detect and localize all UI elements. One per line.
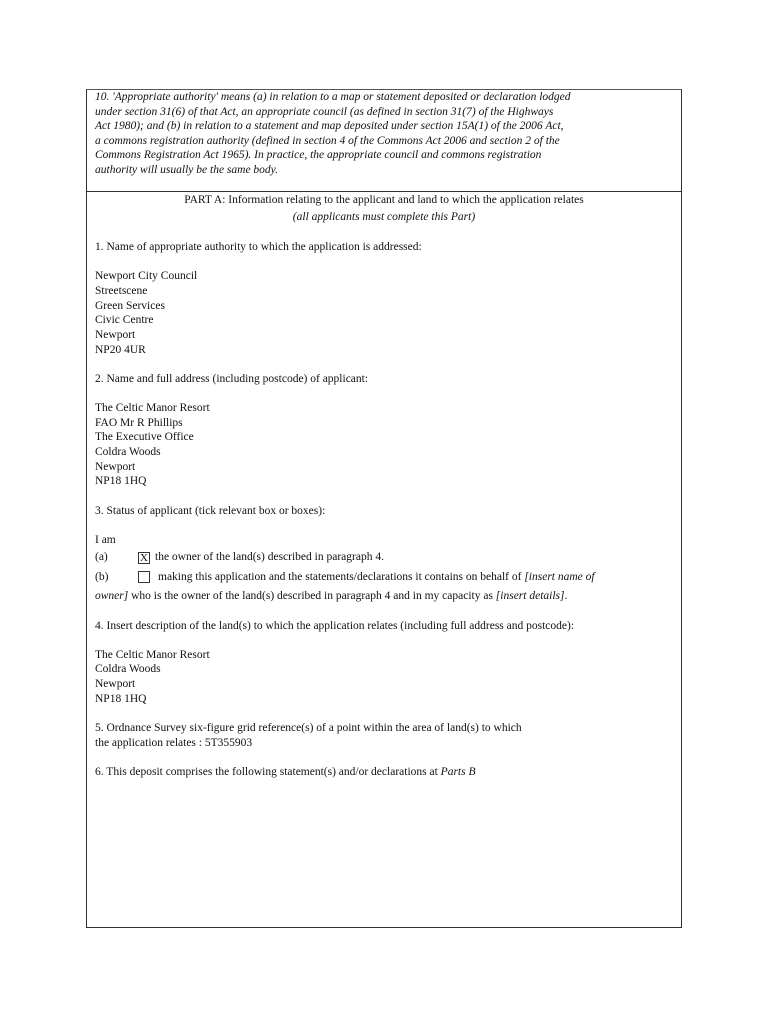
q2-address-line: Coldra Woods (95, 446, 161, 458)
part-a-subheading: (all applicants must complete this Part) (292, 211, 476, 223)
q3-label: 3. Status of applicant (tick relevant box or boxes): (95, 505, 326, 517)
q6-label: 6. This deposit comprises the following statement(s) and/or declarations at (95, 766, 438, 778)
part-a-heading: PART A: Information relating to the applicant and land to which the application relates (184, 194, 584, 206)
q1-address-line: Newport (95, 329, 136, 341)
option-a-checkbox[interactable]: X (138, 552, 150, 564)
q6-parts: Parts B (440, 766, 476, 778)
option-b-insert-details: [insert details] (495, 590, 565, 602)
q4-address-line: NP18 1HQ (95, 693, 147, 705)
q2-address-line: NP18 1HQ (95, 475, 147, 487)
option-b-end: . (564, 590, 568, 602)
q1-address-line: NP20 4UR (95, 344, 146, 356)
footnote-line: Commons Registration Act 1965). In practice, the appropriate council and commons registration (95, 149, 542, 161)
option-a-marker: (a) (95, 551, 108, 563)
q1-address-line: Green Services (95, 300, 165, 312)
q4-address-line: Coldra Woods (95, 663, 161, 675)
q5-line1: 5. Ordnance Survey six-figure grid reference(s) of a point within the area of land(s) to which (95, 722, 522, 734)
footnote-line: 10. 'Appropriate authority' means (a) in relation to a map or statement deposited or declaration lodged (95, 91, 571, 103)
q3-intro: I am (95, 534, 116, 546)
q2-address-line: The Celtic Manor Resort (95, 402, 210, 414)
option-b-text1: making this application and the statements/declarations it contains on behalf of (158, 571, 522, 583)
q1-address-line: Newport City Council (95, 270, 198, 282)
option-b-text2: who is the owner of the land(s) described in paragraph 4 and in my capacity as (131, 590, 493, 602)
option-b-line1 (158, 571, 595, 583)
q4-address-line: Newport (95, 678, 136, 690)
q1-address-line: Streetscene (95, 285, 148, 297)
option-a-text: the owner of the land(s) described in paragraph 4. (155, 551, 384, 563)
q2-address-line: FAO Mr R Phillips (95, 417, 183, 429)
q4-address-line: The Celtic Manor Resort (95, 649, 210, 661)
footnote-line: authority will usually be the same body. (95, 164, 279, 176)
option-b-checkbox[interactable] (138, 571, 150, 583)
footnote-line: a commons registration authority (defined in section 4 of the Commons Act 2006 and section 2 of the (95, 135, 560, 147)
q2-address-line: The Executive Office (95, 431, 194, 443)
q2-label: 2. Name and full address (including postcode) of applicant: (95, 373, 369, 385)
footnote-line: Act 1980); and (b) in relation to a statement and map deposited under section 15A(1) of the 2006 Act, (95, 120, 564, 132)
option-b-owner: owner] (95, 590, 129, 602)
q5-line2: the application relates : 5T355903 (95, 737, 253, 749)
option-b-insert-name: [insert name of (524, 571, 595, 583)
q4-label: 4. Insert description of the land(s) to which the application relates (including full address and postcode): (95, 620, 575, 632)
option-b-marker: (b) (95, 571, 109, 583)
q6-text (95, 766, 476, 778)
q2-address-line: Newport (95, 461, 136, 473)
q1-address-line: Civic Centre (95, 314, 154, 326)
q1-label: 1. Name of appropriate authority to which the application is addressed: (95, 241, 422, 253)
footnote-line: under section 31(6) of that Act, an appropriate council (as defined in section 31(7) of the Highways (95, 106, 554, 118)
option-b-line2 (95, 590, 567, 602)
